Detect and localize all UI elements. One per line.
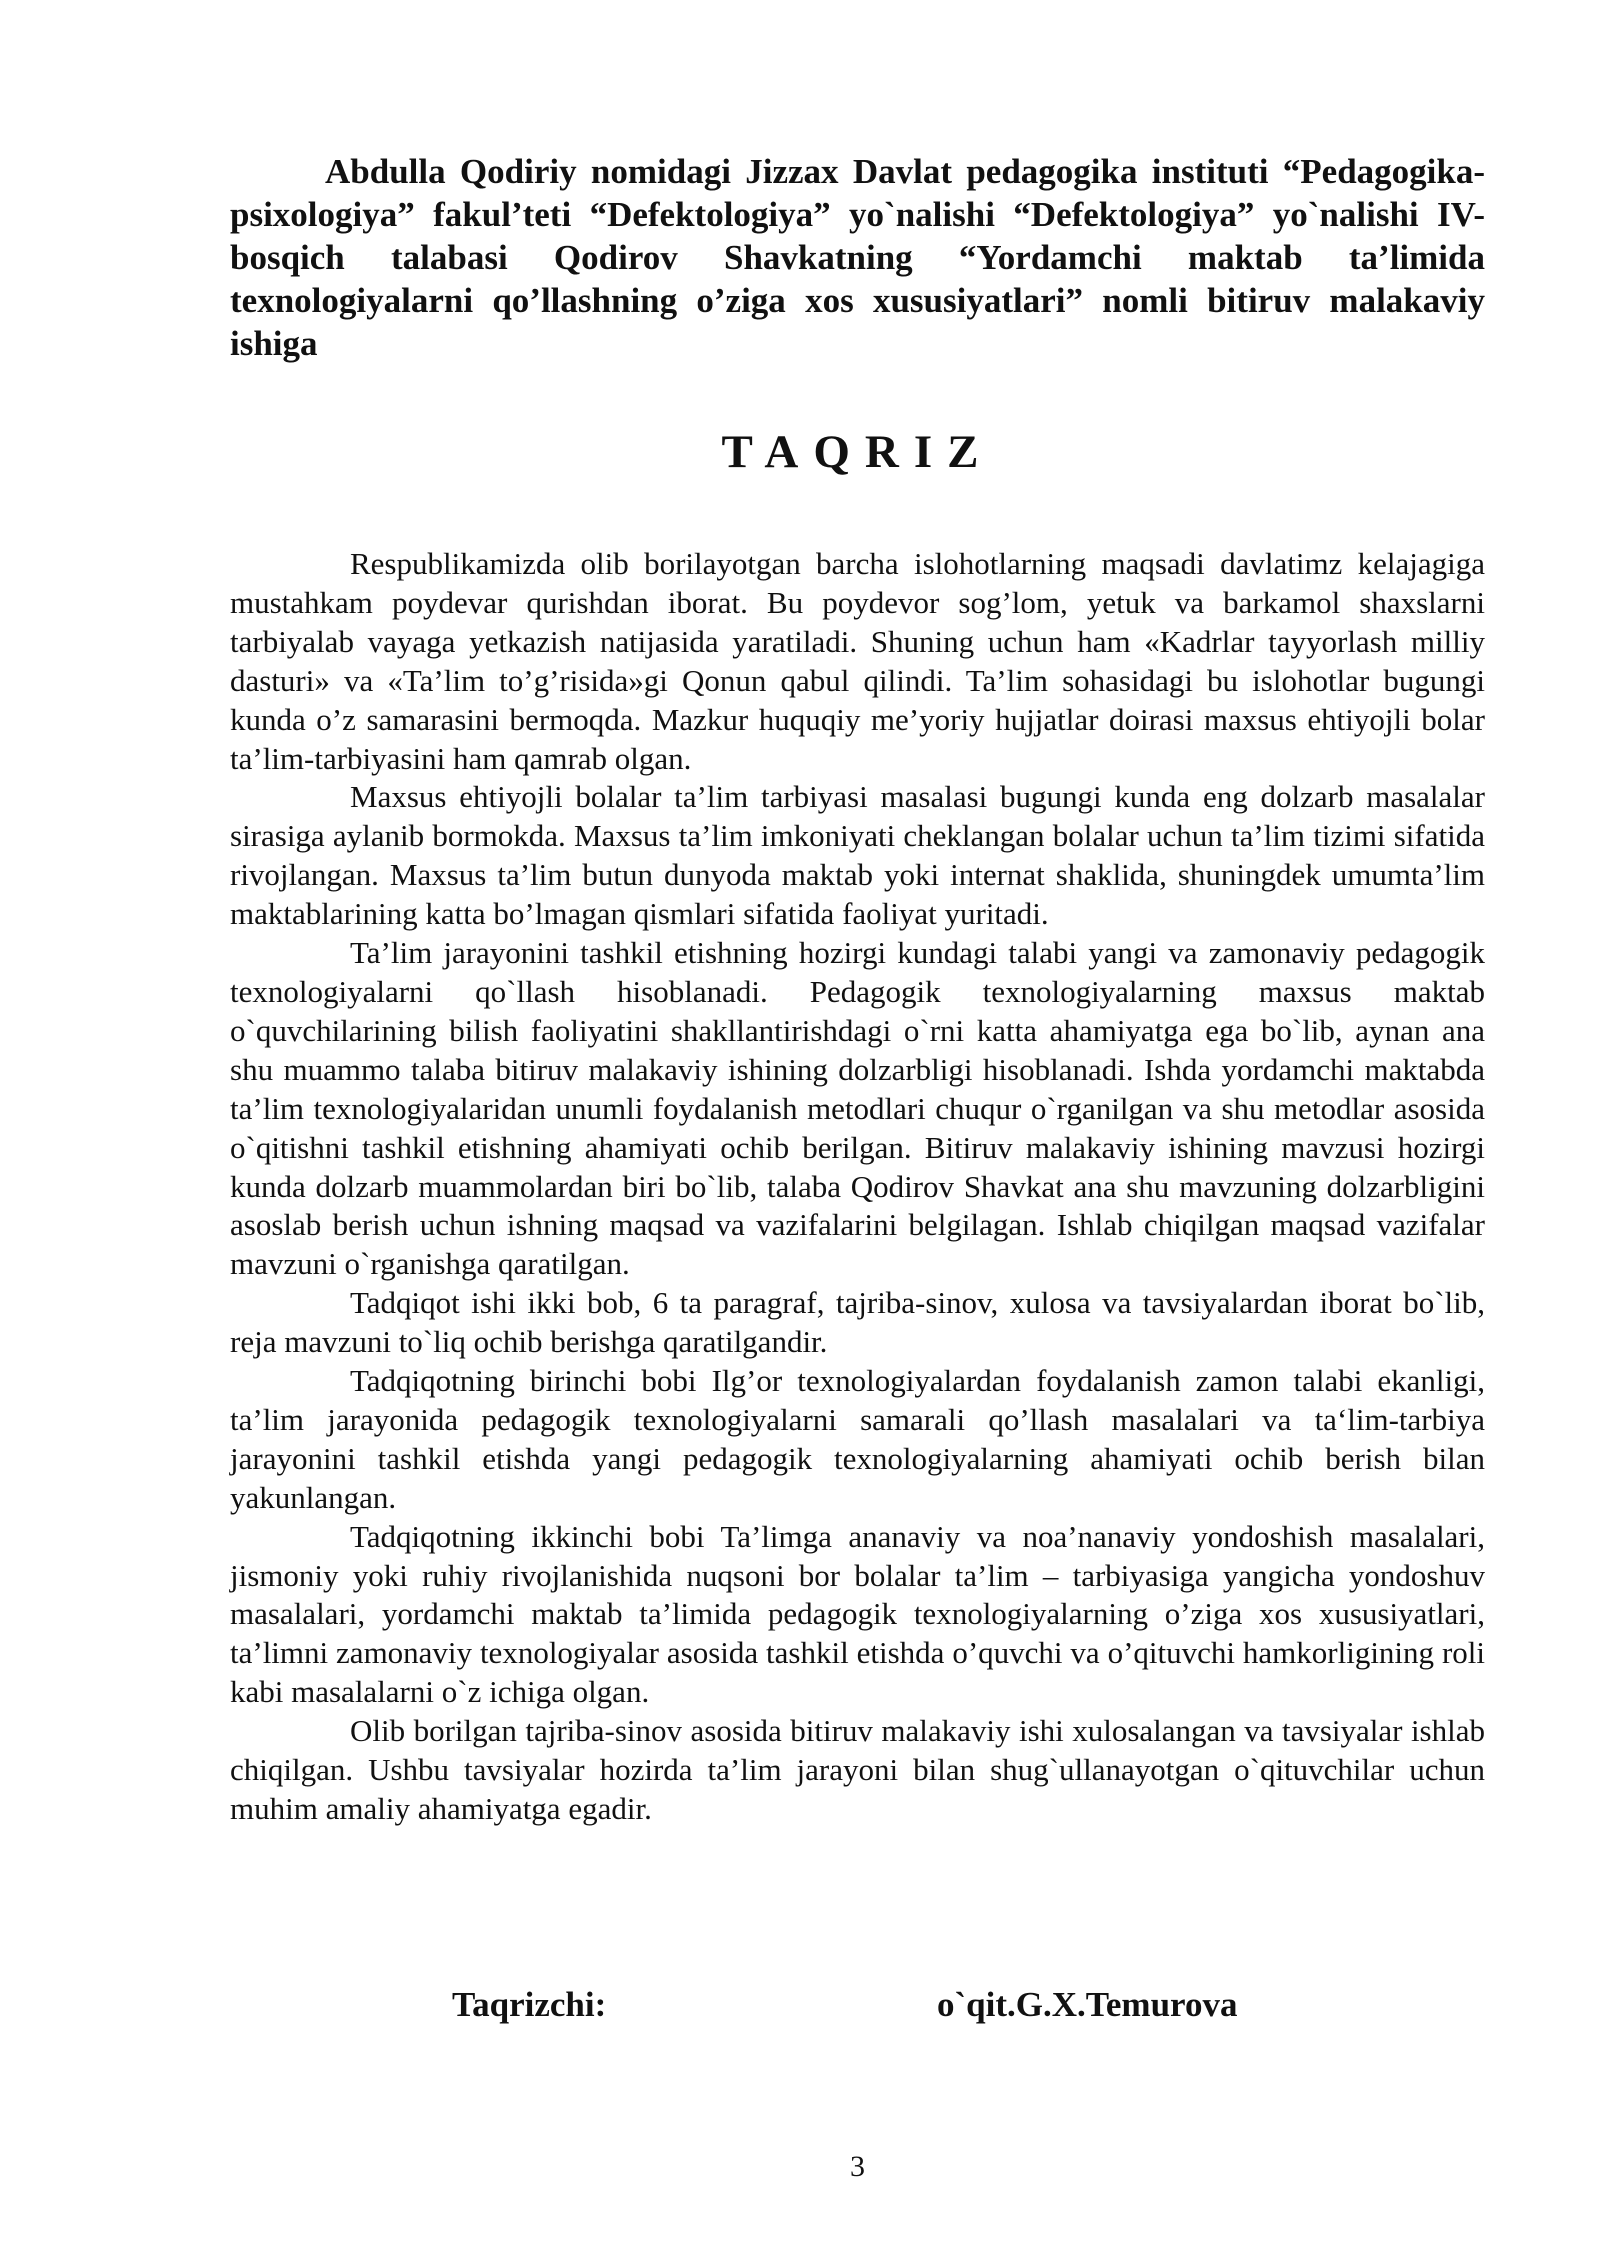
document-page <box>230 150 1485 2183</box>
reviewer-label: Taqrizchi: <box>452 1985 607 2024</box>
document-heading: Abdulla Qodiriy nomidagi Jizzax Davlat pedagogika instituti “Pedagogika-psixologiya” fakul’teti “Defektologiya” yo`nalishi “Defektologiya” yo`nalishi IV-bosqich talabasi Qodirov Shavkatning “Yordamchi maktab ta’limida texnologiyalarni qo’llashning o’ziga xos xususiyatlari” nomli bitiruv malakaviy ishiga <box>230 152 1485 363</box>
document-title: TAQRIZ <box>721 426 994 478</box>
document-body <box>230 545 1485 1829</box>
paragraph-4: Tadqiqot ishi ikki bob, 6 ta paragraf, tajriba-sinov, xulosa va tavsiyalardan iborat bo`lib, reja mavzuni to`liq ochib berishga qaratilgandir. <box>230 1285 1485 1360</box>
page-number: 3 <box>850 2150 865 2183</box>
paragraph-6: Tadqiqotning ikkinchi bobi Ta’limga ananaviy va noa’nanaviy yondoshish masalalari, jismoniy yoki ruhiy rivojlanishida nuqsoni bor bolalar ta’lim – tarbiyasiga yangicha yondoshuv masalalari, yordamchi maktab ta’limida pedagogik texnologiyalarning o’ziga xos xususiyatlari, ta’limni zamonaviy texnologiyalar asosida tashkil etishda o’quvchi va o’qituvchi hamkorligining roli kabi masalalarni o`z ichiga olgan. <box>230 1518 1485 1710</box>
paragraph-5: Tadqiqotning birinchi bobi Ilg’or texnologiyalardan foydalanish zamon talabi ekanligi, ta’lim jarayonida pedagogik texnologiyalarni samarali qo’llash masalalari va ta‘lim-tarbiya jarayonini tashkil etishda yangi pedagogik texnologiyalarning ahamiyati ochib berish bilan yakunlangan. <box>230 1363 1485 1515</box>
paragraph-7: Olib borilgan tajriba-sinov asosida bitiruv malakaviy ishi xulosalangan va tavsiyalar ishlab chiqilgan. Ushbu tavsiyalar hozirda ta’lim jarayoni bilan shug`ullanayotgan o`qituvchilar uchun muhim amaliy ahamiyatga egadir. <box>230 1713 1485 1826</box>
paragraph-2: Maxsus ehtiyojli bolalar ta’lim tarbiyasi masalasi bugungi kunda eng dolzarb masalalar sirasiga aylanib bormokda. Maxsus ta’lim imkoniyati cheklangan bolalar uchun ta’lim tizimi sifatida rivojlangan. Maxsus ta’lim butun dunyoda maktab yoki internat shaklida, shuningdek umumta’lim maktablarining katta bo’lmagan qismlari sifatida faoliyat yuritadi. <box>230 779 1485 932</box>
reviewer-name: o`qit.G.X.Temurova <box>937 1985 1238 2024</box>
paragraph-3: Ta’lim jarayonini tashkil etishning hozirgi kundagi talabi yangi va zamonaviy pedagogik texnologiyalarni qo`llash hisoblanadi. Pedagogik texnologiyalarning maxsus maktab o`quvchilarining bilish faoliyatini shakllantirishdagi o`rni katta ahamiyatga ega bo`lib, aynan ana shu muammo talaba bitiruv malakaviy ishining dolzarbligi hisoblanadi. Ishda yordamchi maktabda ta’lim texnologiyalaridan unumli foydalanish metodlari chuqur o`rganilgan va shu metodlar asosida o`qitishni tashkil etishning ahamiyati ochib berilgan. Bitiruv malakaviy ishining mavzusi hozirgi kunda dolzarb muammolardan biri bo`lib, talaba Qodirov Shavkat ana shu mavzuning dolzarbligini asoslab berish uchun ishning maqsad va vazifalarini belgilagan. Ishlab chiqilgan maqsad vazifalar mavzuni o`rganishga qaratilgan. <box>230 935 1485 1282</box>
signature-block <box>230 1985 1485 2035</box>
paragraph-1: Respublikamizda olib borilayotgan barcha islohotlarning maqsadi davlatimz kelajagiga mustahkam poydevar qurishdan iborat. Bu poydevor sog’lom, yetuk va barkamol shaxslarni tarbiyalab vayaga yetkazish natijasida yaratiladi. Shuning uchun ham «Kadrlar tayyorlash milliy dasturi» va «Ta’lim to’g’risida»gi Qonun qabul qilindi. Ta’lim sohasidagi bu islohotlar bugungi kunda o’z samarasini bermoqda. Mazkur huquqiy me’yoriy hujjatlar doirasi maxsus ehtiyojli bolar ta’lim-tarbiyasini ham qamrab olgan. <box>230 546 1485 776</box>
